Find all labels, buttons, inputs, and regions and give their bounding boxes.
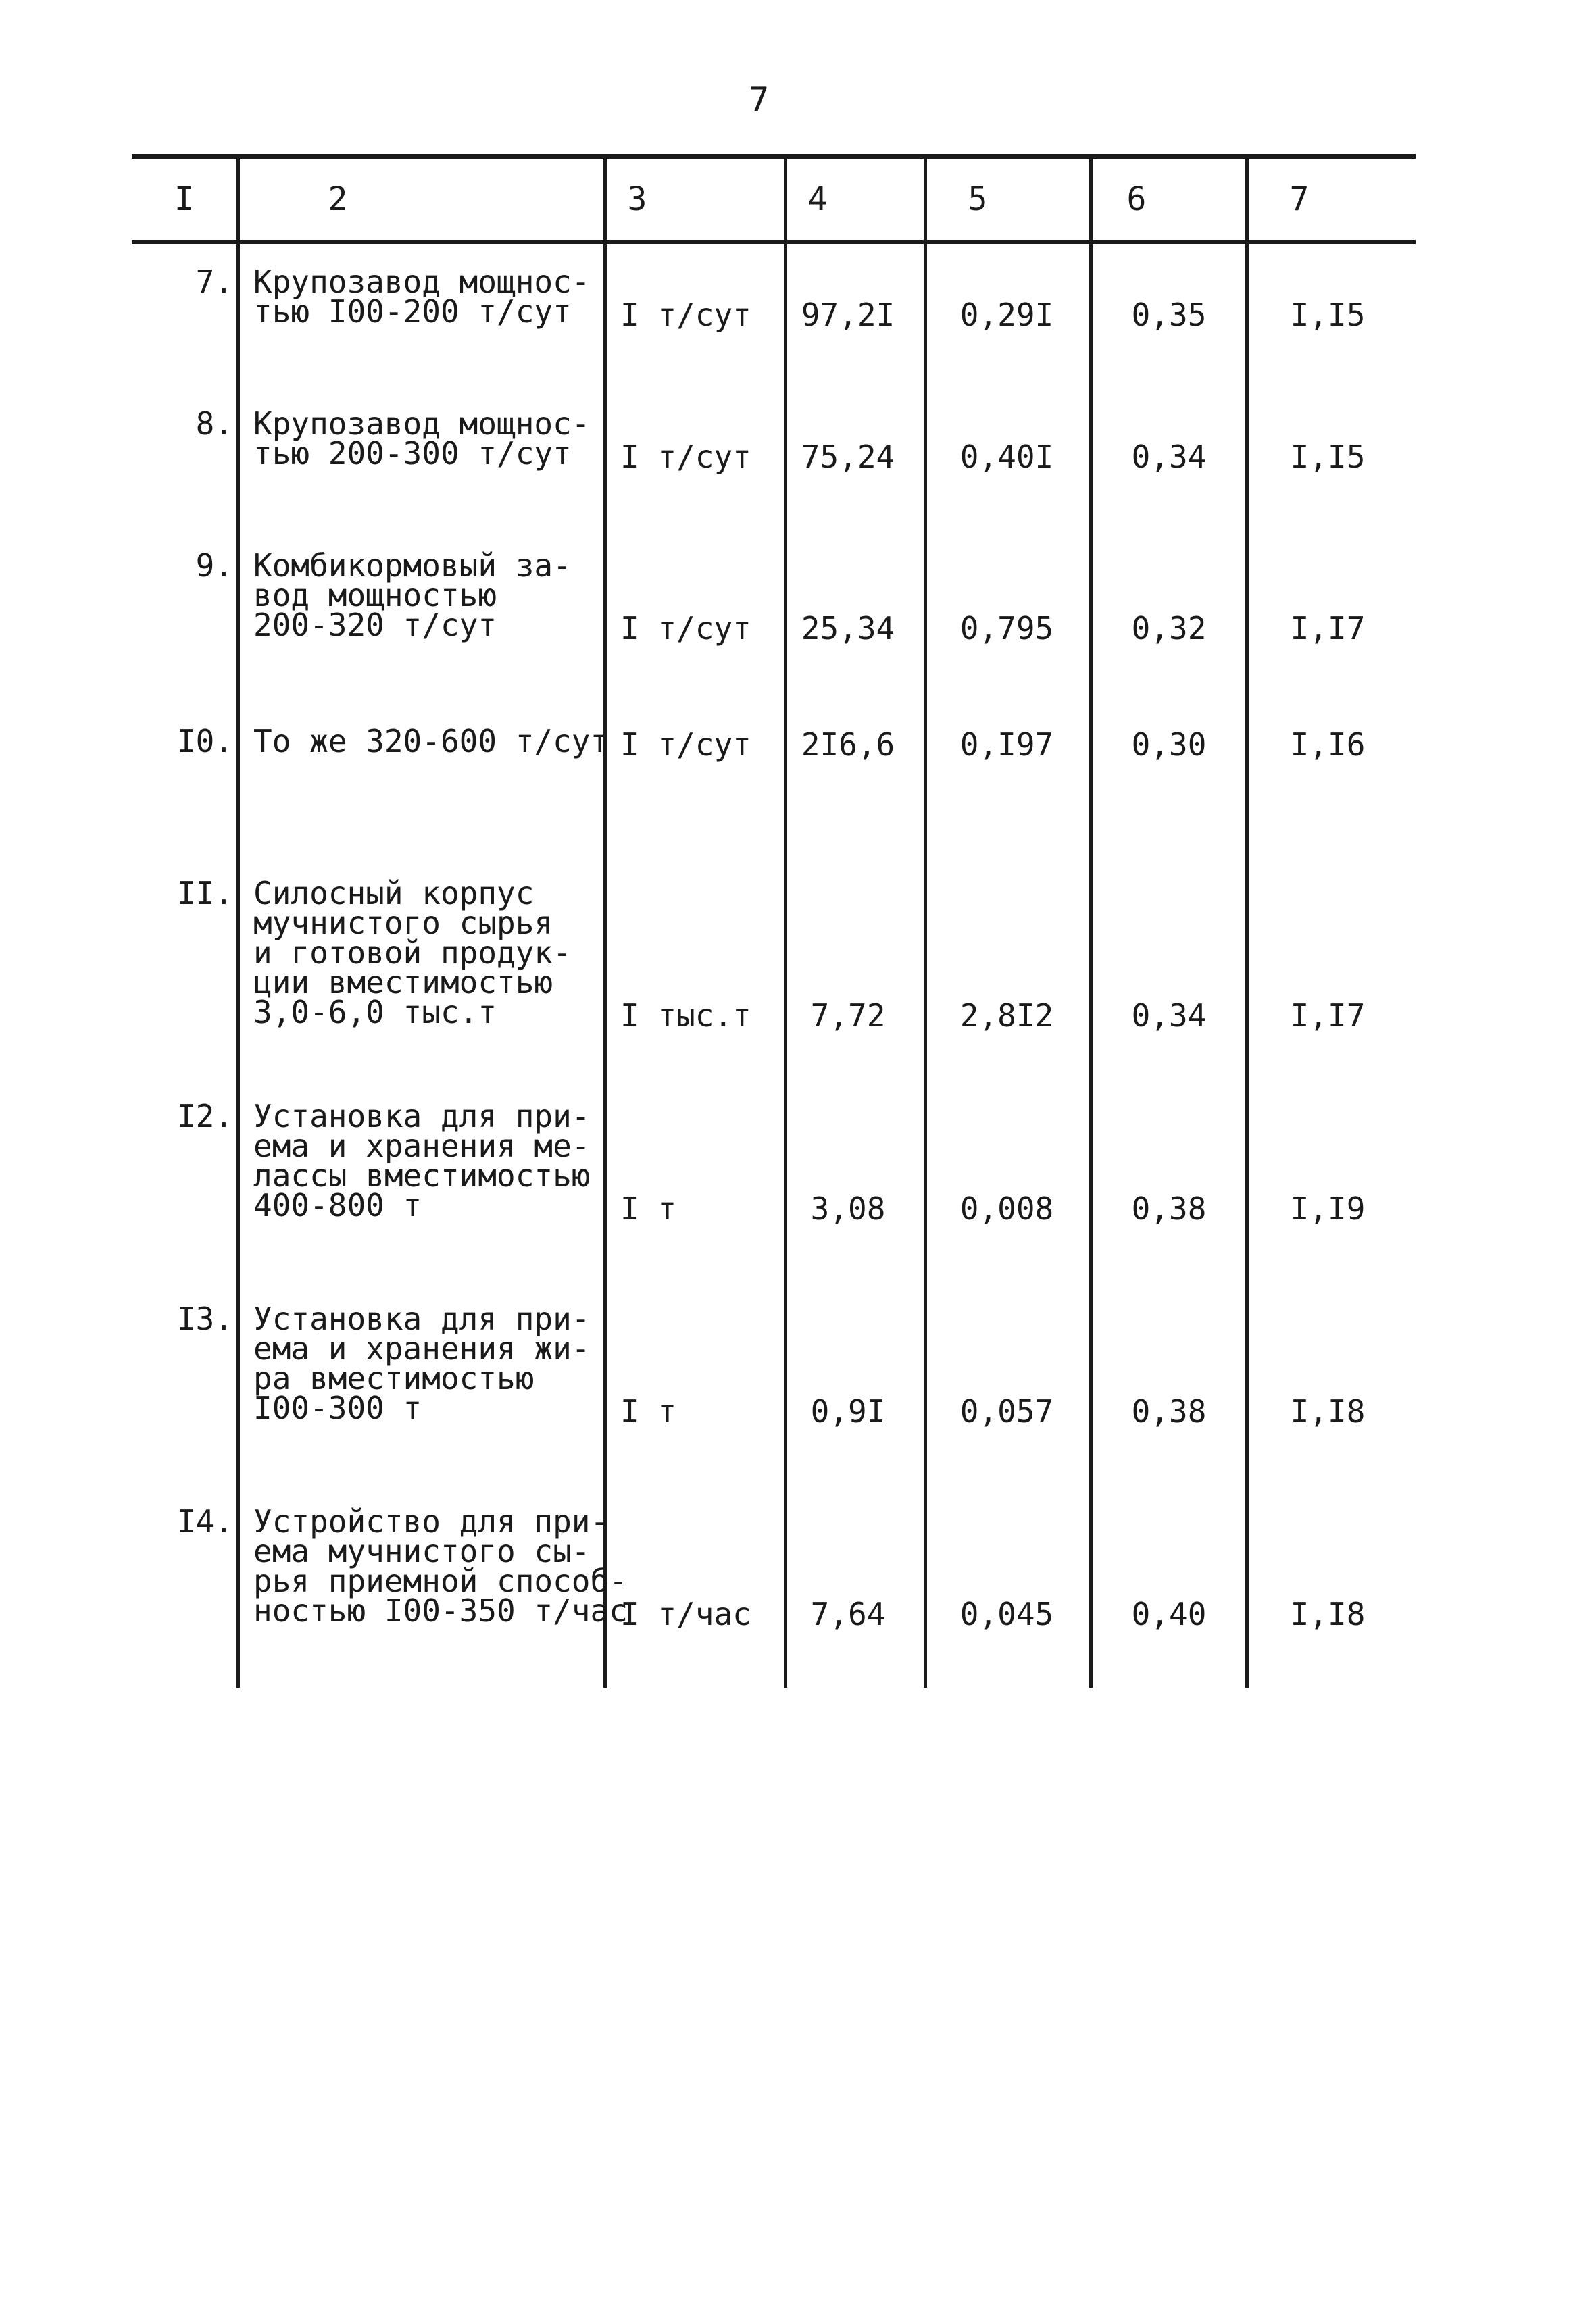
column-header: 4: [807, 180, 828, 218]
row-unit: I т: [620, 1190, 677, 1227]
row-number: 8.: [195, 405, 233, 442]
row-value-col7: I,I7: [1290, 997, 1366, 1034]
row-description-line: 200-320 т/сут: [253, 607, 497, 643]
row-value-col6: 0,32: [1131, 610, 1207, 647]
row-unit: I т/сут: [620, 297, 751, 333]
row-description-line: 3,0-6,0 тыс.т: [253, 994, 497, 1030]
column-header: I: [174, 180, 194, 218]
column-header: 5: [968, 180, 988, 218]
row-unit: I т/час: [620, 1596, 751, 1632]
row-value-col7: I,I8: [1290, 1393, 1366, 1430]
table-header-rule: [132, 240, 1416, 244]
row-value-col5: 0,795: [959, 610, 1054, 647]
row-description-line: ема и хранения жи-: [253, 1330, 591, 1367]
row-number: 9.: [195, 547, 233, 584]
row-description-line: ема и хранения ме-: [253, 1128, 591, 1164]
row-unit: I т: [620, 1393, 677, 1430]
row-description-line: мучнистого сырья: [253, 905, 553, 941]
row-unit: I т/сут: [620, 610, 751, 647]
row-value-col7: I,I9: [1290, 1190, 1366, 1227]
row-description-line: Крупозавод мощнос-: [253, 263, 591, 300]
row-description-line: Установка для при-: [253, 1301, 591, 1337]
row-value-col6: 0,34: [1131, 997, 1207, 1034]
row-description-line: лассы вместимостью: [253, 1157, 591, 1194]
row-value-col5: 0,I97: [959, 726, 1054, 763]
row-description-line: рья приемной способ-: [253, 1563, 628, 1599]
row-value-col6: 0,34: [1131, 438, 1207, 475]
row-description-line: То же 320-600 т/сут: [253, 723, 609, 759]
row-description-line: ции вместимостью: [253, 964, 553, 1001]
table-top-rule: [132, 154, 1416, 159]
table-column-divider: [603, 154, 607, 1688]
row-description-line: I00-300 т: [253, 1390, 422, 1426]
row-description-line: 400-800 т: [253, 1187, 422, 1224]
table-column-divider: [1089, 154, 1093, 1688]
row-value-col5: 0,045: [959, 1596, 1054, 1632]
row-description-line: Силосный корпус: [253, 875, 534, 911]
row-value-col5: 0,29I: [959, 297, 1054, 333]
row-value-col4: 25,34: [801, 610, 895, 647]
row-value-col6: 0,35: [1131, 297, 1207, 333]
row-description-line: Комбикормовый за-: [253, 547, 572, 584]
row-number: I3.: [176, 1301, 233, 1337]
row-unit: I тыс.т: [620, 997, 751, 1034]
page-number: 7: [749, 80, 770, 120]
row-value-col6: 0,38: [1131, 1393, 1207, 1430]
row-description-line: Крупозавод мощнос-: [253, 405, 591, 442]
row-value-col4: 2I6,6: [801, 726, 895, 763]
row-value-col4: 97,2I: [801, 297, 895, 333]
row-value-col4: 75,24: [801, 438, 895, 475]
table-column-divider: [924, 154, 927, 1688]
row-number: I4.: [176, 1503, 233, 1540]
row-value-col5: 0,008: [959, 1190, 1054, 1227]
row-unit: I т/сут: [620, 438, 751, 475]
table-column-divider: [1245, 154, 1249, 1688]
row-unit: I т/сут: [620, 726, 751, 763]
row-value-col7: I,I5: [1290, 297, 1366, 333]
table-column-divider: [784, 154, 787, 1688]
row-value-col4: 3,08: [810, 1190, 886, 1227]
row-value-col7: I,I7: [1290, 610, 1366, 647]
row-number: II.: [176, 875, 233, 911]
table-column-divider: [236, 154, 240, 1688]
row-description-line: тью 200-300 т/сут: [253, 435, 572, 472]
row-value-col4: 0,9I: [810, 1393, 886, 1430]
column-header: 2: [328, 180, 348, 218]
row-description-line: ностью I00-350 т/час: [253, 1592, 628, 1629]
row-value-col5: 0,057: [959, 1393, 1054, 1430]
row-number: I2.: [176, 1098, 233, 1134]
row-value-col4: 7,64: [810, 1596, 886, 1632]
row-value-col6: 0,40: [1131, 1596, 1207, 1632]
row-value-col4: 7,72: [810, 997, 886, 1034]
row-description-line: ра вместимостью: [253, 1360, 534, 1397]
row-description-line: и готовой продук-: [253, 934, 572, 971]
row-value-col7: I,I5: [1290, 438, 1366, 475]
row-description-line: Устройство для при-: [253, 1503, 609, 1540]
column-header: 7: [1289, 180, 1310, 218]
row-value-col6: 0,38: [1131, 1190, 1207, 1227]
row-value-col6: 0,30: [1131, 726, 1207, 763]
column-header: 6: [1126, 180, 1147, 218]
row-value-col5: 0,40I: [959, 438, 1054, 475]
row-number: I0.: [176, 723, 233, 759]
row-description-line: ема мучнистого сы-: [253, 1533, 591, 1569]
row-value-col7: I,I6: [1290, 726, 1366, 763]
row-description-line: Установка для при-: [253, 1098, 591, 1134]
column-header: 3: [627, 180, 647, 218]
row-description-line: тью I00-200 т/сут: [253, 293, 572, 330]
row-value-col7: I,I8: [1290, 1596, 1366, 1632]
row-value-col5: 2,8I2: [959, 997, 1054, 1034]
row-description-line: вод мощностью: [253, 577, 497, 613]
row-number: 7.: [195, 263, 233, 300]
